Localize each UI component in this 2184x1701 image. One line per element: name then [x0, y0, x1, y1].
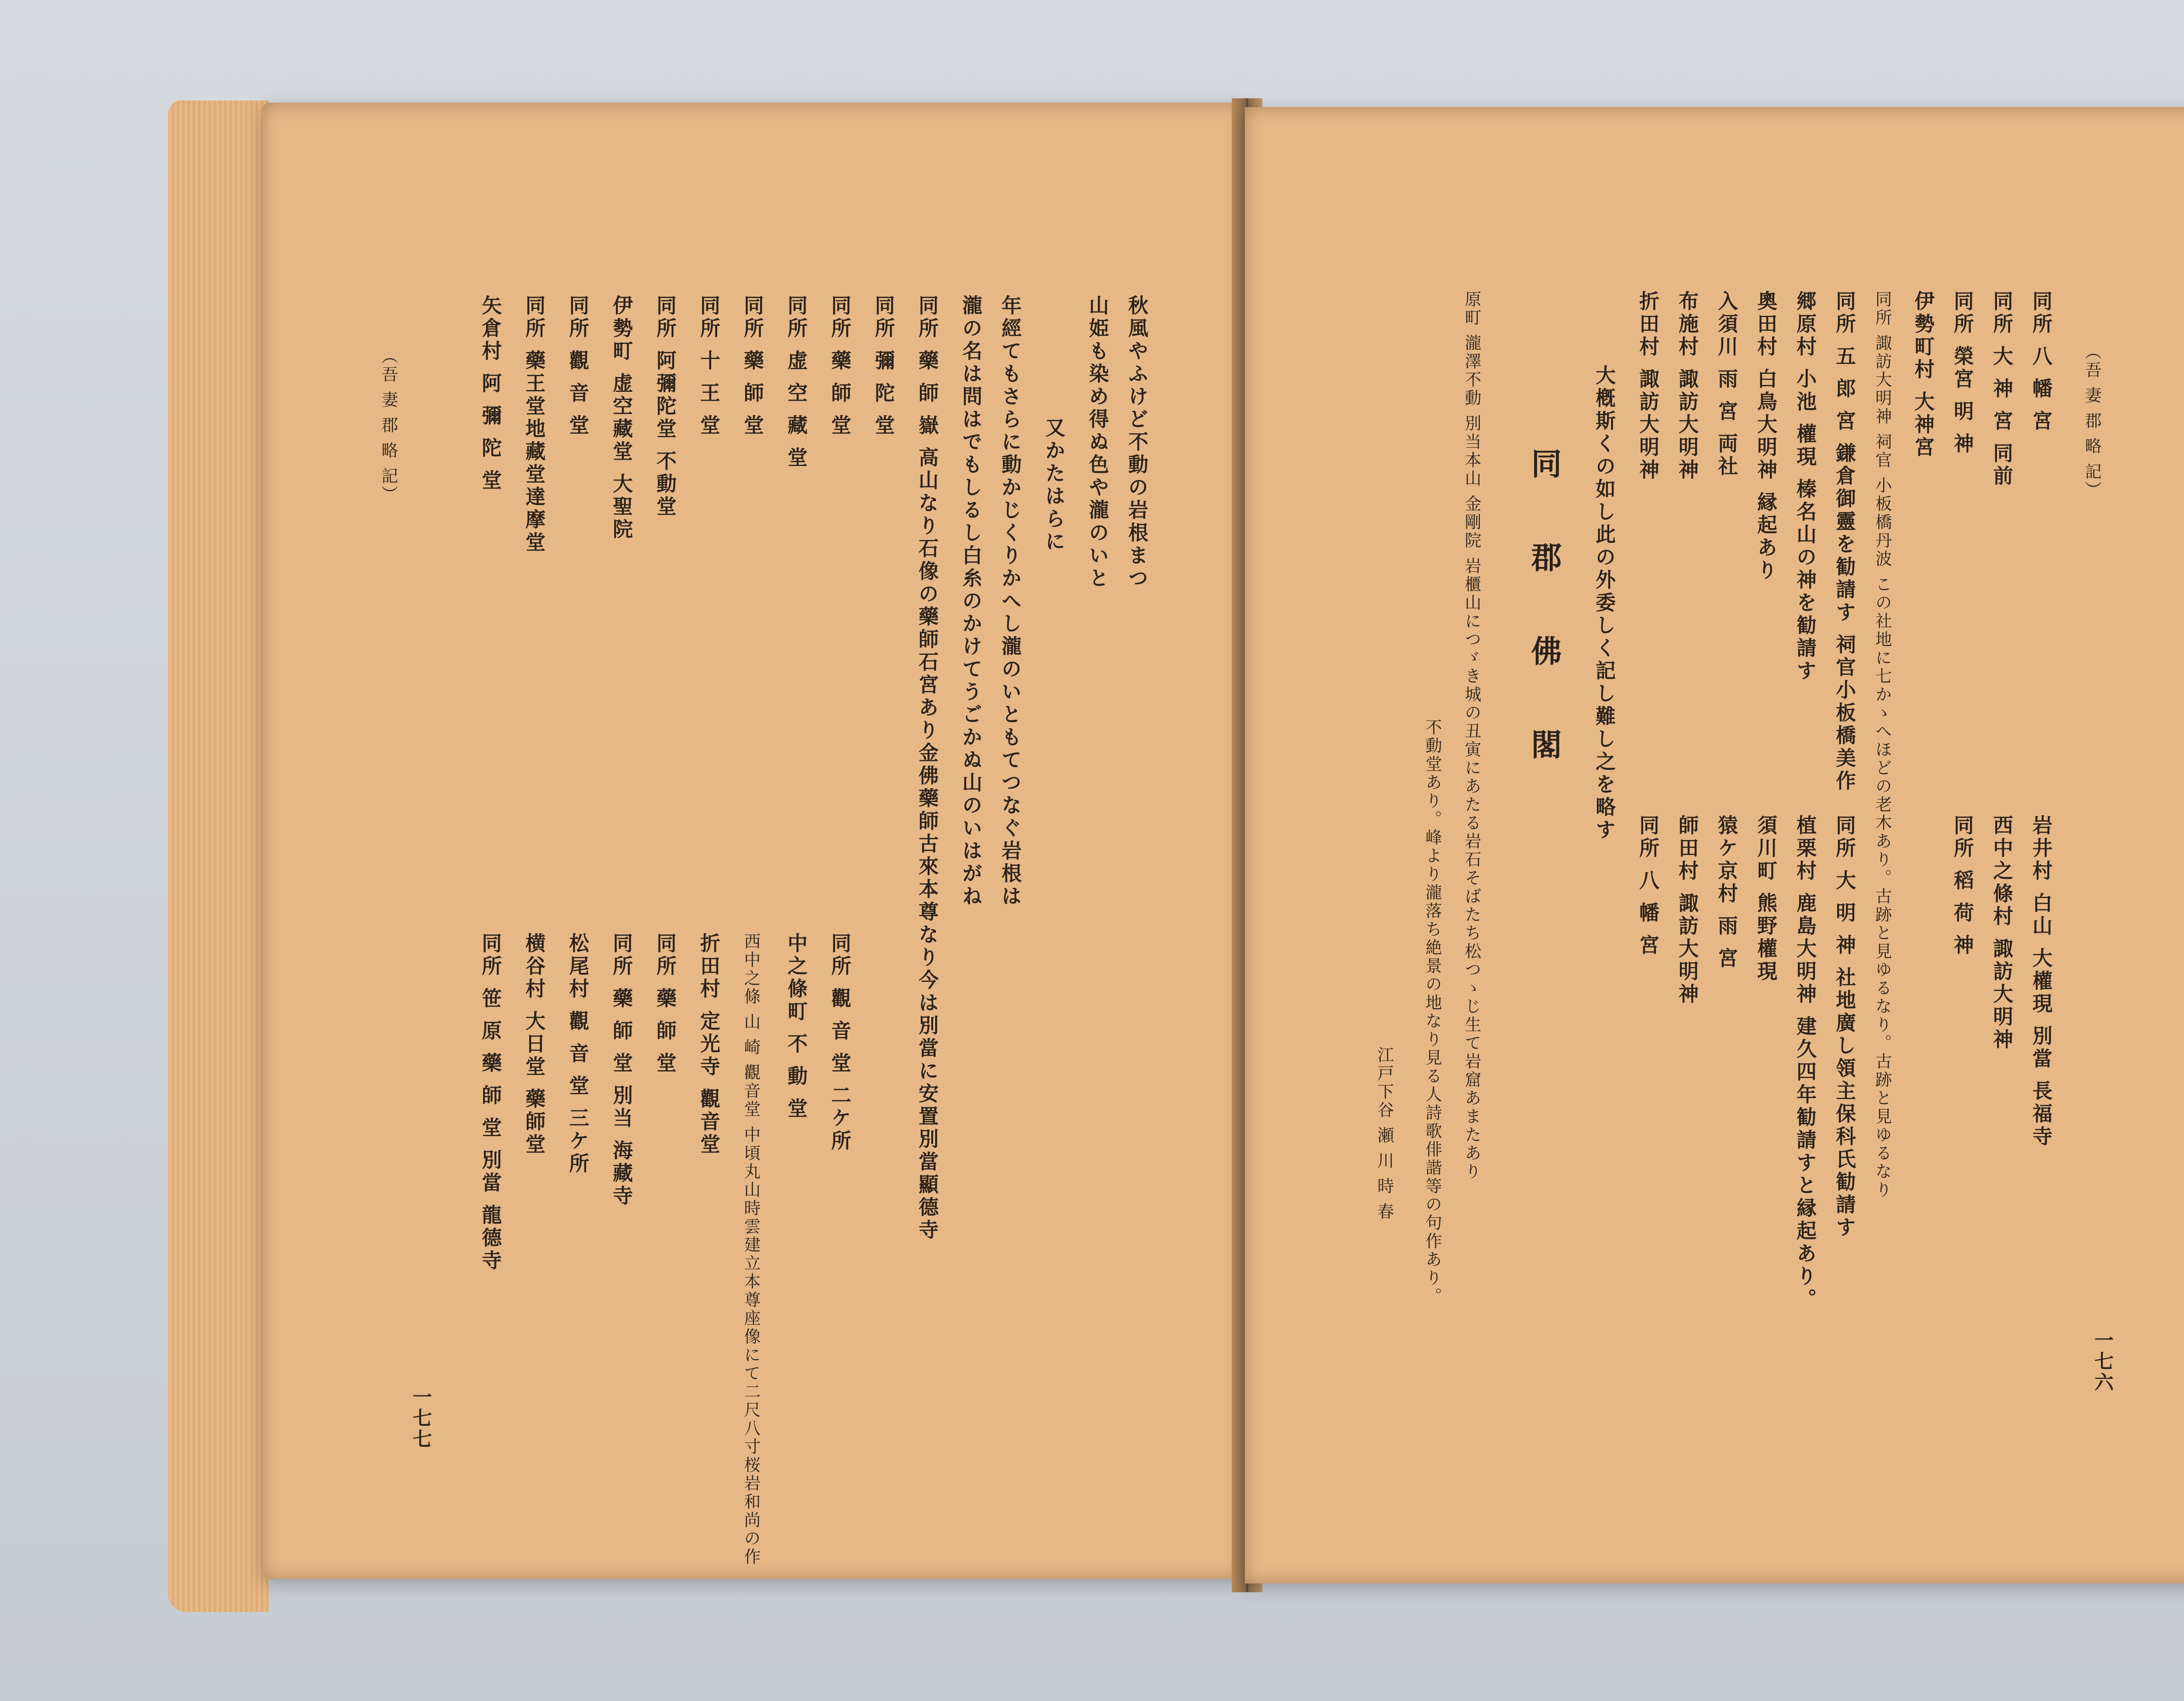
- shrine-entry-lower: 猿ケ京村 雨 宮: [1715, 815, 1738, 971]
- entry: 同所 藥 師 堂: [828, 295, 852, 438]
- poem-line: 瀧の名は問はでもしるし白糸のかけてうごかぬ山のいはがね: [959, 295, 983, 908]
- entry: 伊勢町 虚空藏堂 大聖院: [610, 295, 633, 542]
- lower-entry: 西中之條 山 崎 觀音堂 中頃丸山時雲建立本尊座像にて二尺八寸桜岩和尚の作: [741, 933, 760, 1566]
- page-number-left: 一七七: [409, 1387, 432, 1450]
- temple-entry: 原町 瀧澤不動 別当本山 金剛院 岩櫃山につゞき城の丑寅にあたる岩石そばたち松つゝじ生て岩窟あまたあり: [1462, 290, 1481, 1181]
- shrine-entry: 同所 諏訪大明神 祠官 小板橋丹波 この社地に七かゝへほどの老木あり。古跡と見ゆるなり。古跡と見ゆるなり: [1873, 290, 1892, 1200]
- entry: 同所 十 王 堂: [697, 295, 721, 438]
- lower-entry: 松尾村 觀 音 堂 三ケ所: [566, 933, 590, 1176]
- shrine-entry: 同所 八 幡 宮: [2029, 290, 2053, 433]
- shrine-entry-lower: 西中之條村 諏訪大明神: [1990, 815, 2014, 1052]
- shrine-entry: 入須川 雨 宮 両社: [1715, 290, 1738, 479]
- entry: 同所 藥 師 堂: [741, 295, 764, 438]
- shrine-entry: 郷原村 小池 權現 榛名山の神を勧請す: [1794, 290, 1817, 683]
- lower-entry: 中之條町 不 動 堂: [784, 933, 808, 1121]
- shrine-entry: 伊勢町村 大神宮: [1911, 290, 1935, 460]
- section-heading: 同 郡 佛 閣: [1526, 448, 1562, 786]
- poet-credit: 江戸下谷 瀬 川 時 春: [1375, 1046, 1394, 1221]
- shrine-entry: 布施村 諏訪大明神: [1676, 290, 1699, 482]
- temple-note: 不動堂あり。峰より瀧落ち絶景の地なり見る人詩歌俳諧等の句作あり。: [1423, 719, 1442, 1306]
- shrine-entry-lower: 岩井村 白山 大權現 別當 長福寺: [2029, 815, 2053, 1149]
- page-edges: [168, 100, 269, 1612]
- summary-line: 大槪斯くの如し此の外委しく記し難し之を略す: [1593, 365, 1616, 842]
- entry: 同所 阿彌陀堂 不動堂: [653, 295, 677, 519]
- lower-entry: 折田村 定光寺 觀音堂: [697, 933, 721, 1157]
- shrine-entry: 奧田村 白鳥大明神 縁起あり: [1754, 290, 1778, 583]
- shrine-entry: 同所 大 神 宮 同前: [1990, 290, 2014, 488]
- entry: 同所 虚 空 藏 堂: [784, 295, 808, 470]
- lower-entry: 同所 觀 音 堂 二ケ所: [828, 933, 852, 1153]
- lower-entry: 同所 藥 師 堂: [653, 933, 677, 1075]
- shrine-entry-lower: 同所 八 幡 宮: [1636, 815, 1660, 958]
- left-page: [262, 103, 1245, 1579]
- lower-entry: 同所 藥 師 堂 別当 海藏寺: [610, 933, 633, 1208]
- page-number-right: 一七六: [2091, 1330, 2113, 1393]
- entry: 同所 藥王堂地藏堂達摩堂: [522, 295, 546, 555]
- running-head-left: （吾 妻 郡 略 記）: [379, 347, 398, 504]
- entry: 同所 藥 師 嶽 高山なり石像の藥師石宮あり金佛藥師古來本尊なり今は別當に安置別當顯德寺: [916, 295, 939, 1242]
- shrine-entry-lower: 同所 稻 荷 神: [1951, 815, 1974, 958]
- entry: 同所 觀 音 堂: [566, 295, 590, 438]
- shrine-entry-lower: 植栗村 鹿島大明神 建久四年勧請すと縁起あり。: [1794, 815, 1817, 1311]
- entry: 同所 彌 陀 堂: [872, 295, 895, 438]
- entry: 矢倉村 阿 彌 陀 堂: [479, 295, 502, 493]
- shrine-entry-lower: 師田村 諏訪大明神: [1676, 815, 1699, 1006]
- poem-line: 山姫も染め得ぬ色や瀧のいと: [1086, 295, 1109, 590]
- poem-line: 年經てもさらに動かじくりかへし瀧のいともてつなぐ岩根は: [999, 295, 1022, 908]
- lower-entry: 横谷村 大日堂 藥師堂: [522, 933, 546, 1157]
- shrine-entry-lower: 須川町 熊野權現: [1754, 815, 1778, 984]
- shrine-entry: 同所 榮宮 明 神: [1951, 290, 1974, 456]
- lower-entry: 同所 笹 原 藥 師 堂 別當 龍德寺: [479, 933, 502, 1273]
- shrine-entry: 折田村 諏訪大明神: [1636, 290, 1660, 482]
- running-head-right: （吾 妻 郡 略 記）: [2082, 343, 2101, 500]
- poem-line: 秋風やふけど不動の岩根まつ: [1125, 295, 1149, 590]
- poem-line: 又かたはらに: [1042, 417, 1066, 553]
- right-page: [1245, 107, 2184, 1583]
- shrine-entry-lower: 同所 大 明 神 社地廣し領主保科氏勧請す: [1833, 815, 1856, 1240]
- shrine-entry: 同所 五 郎 宮 鎌倉御靈を勧請す 祠官小板橋美作: [1833, 290, 1856, 793]
